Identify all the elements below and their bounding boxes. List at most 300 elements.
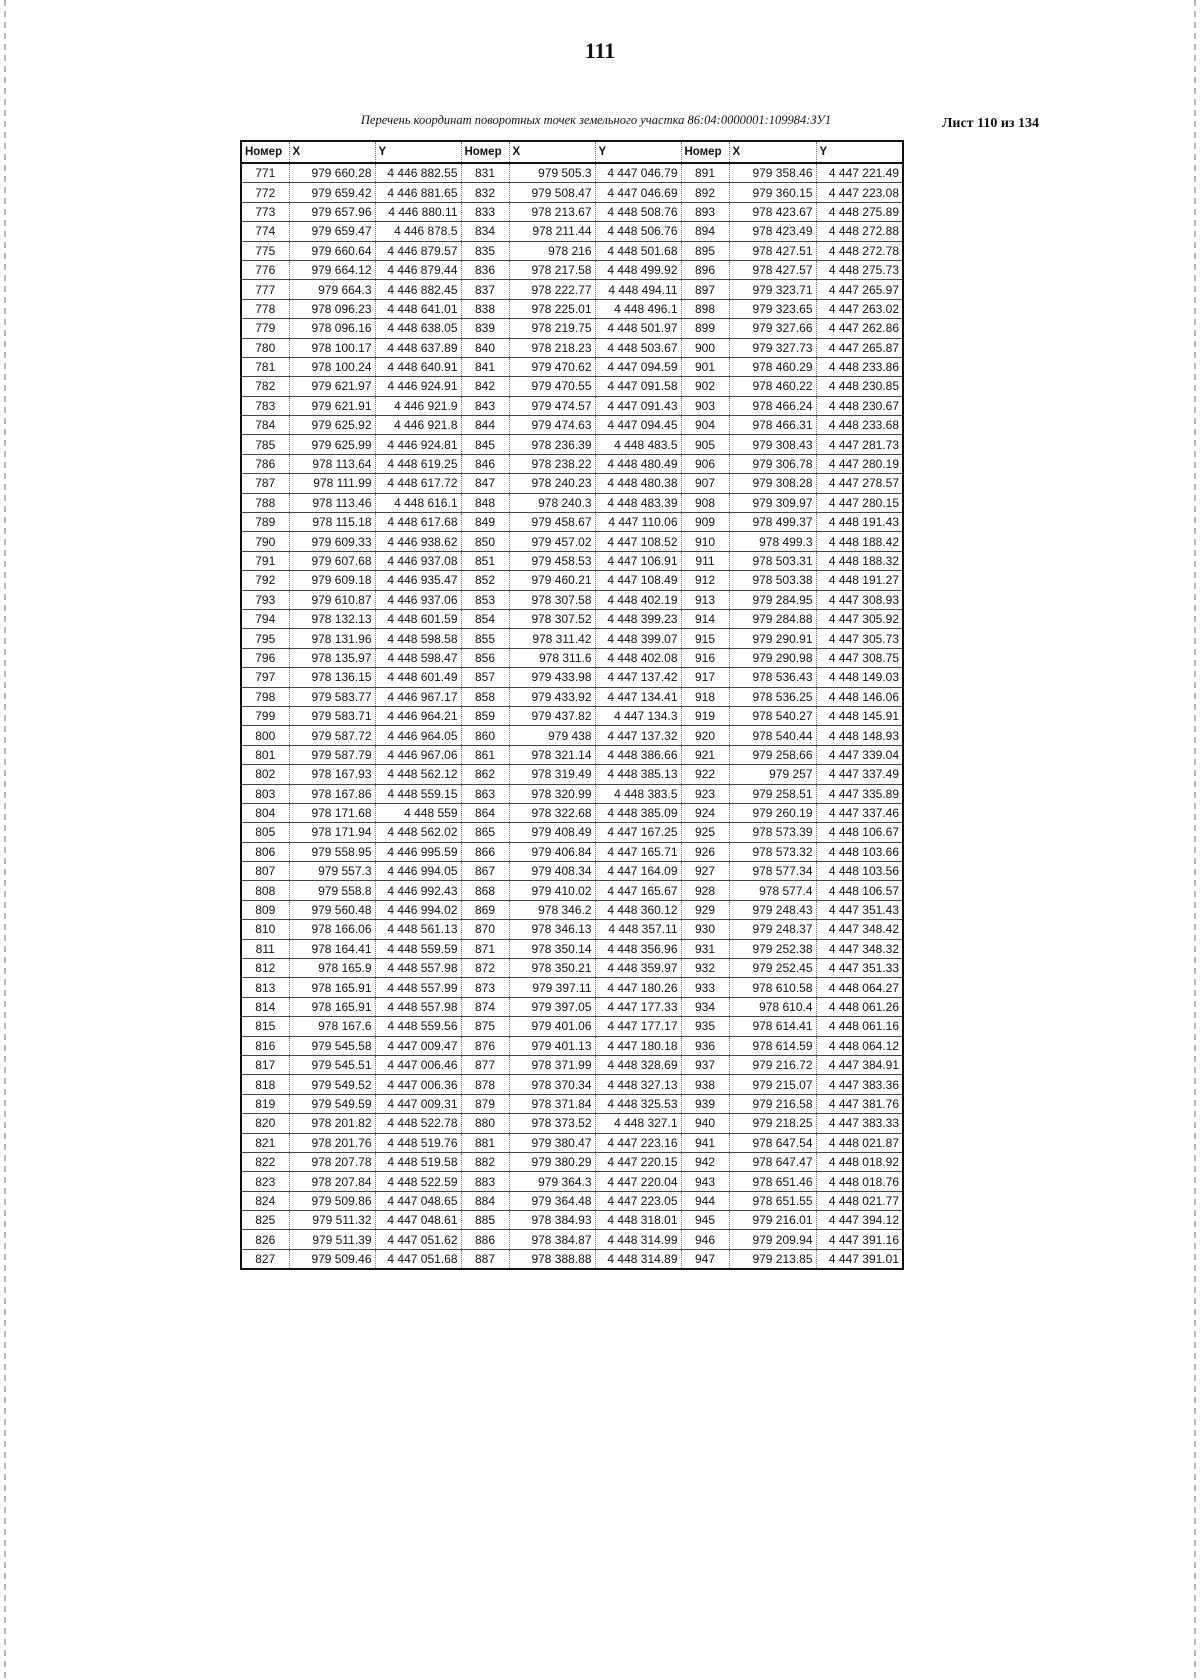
y-coordinate-cell: 4 447 383.33: [816, 1114, 903, 1133]
x-coordinate-cell: 978 321.14: [509, 745, 595, 764]
table-row: [241, 493, 903, 512]
y-coordinate-cell: 4 448 559.59: [375, 939, 461, 958]
point-number-cell: 905: [681, 435, 729, 454]
y-coordinate-cell: 4 447 220.04: [595, 1172, 681, 1191]
y-coordinate-cell: 4 448 522.78: [375, 1114, 461, 1133]
table-row: [241, 784, 903, 803]
x-coordinate-cell: 979 460.21: [509, 571, 595, 590]
y-coordinate-cell: 4 448 519.58: [375, 1152, 461, 1171]
y-coordinate-cell: 4 448 557.98: [375, 959, 461, 978]
point-number-cell: 817: [241, 1055, 289, 1074]
point-number-cell: 793: [241, 590, 289, 609]
y-coordinate-cell: 4 447 348.32: [816, 939, 903, 958]
x-coordinate-cell: 978 384.87: [509, 1230, 595, 1249]
y-coordinate-cell: 4 448 148.93: [816, 726, 903, 745]
y-coordinate-cell: 4 446 879.57: [375, 241, 461, 260]
point-number-cell: 819: [241, 1094, 289, 1113]
y-coordinate-cell: 4 447 391.16: [816, 1230, 903, 1249]
point-number-cell: 843: [461, 396, 509, 415]
point-number-cell: 823: [241, 1172, 289, 1191]
x-coordinate-cell: 978 540.27: [729, 706, 816, 725]
point-number-cell: 840: [461, 338, 509, 357]
y-coordinate-cell: 4 448 385.13: [595, 765, 681, 784]
x-coordinate-cell: 978 167.6: [289, 1017, 375, 1036]
point-number-cell: 943: [681, 1172, 729, 1191]
point-number-cell: 923: [681, 784, 729, 803]
y-coordinate-cell: 4 448 641.01: [375, 299, 461, 318]
x-coordinate-cell: 978 460.29: [729, 357, 816, 376]
x-coordinate-cell: 978 201.82: [289, 1114, 375, 1133]
sheet-label: Лист 110 из 134: [942, 116, 1040, 131]
y-coordinate-cell: 4 448 402.19: [595, 590, 681, 609]
x-coordinate-cell: 978 164.41: [289, 939, 375, 958]
x-coordinate-cell: 979 509.46: [289, 1249, 375, 1269]
x-coordinate-cell: 978 536.43: [729, 668, 816, 687]
point-number-cell: 941: [681, 1133, 729, 1152]
y-coordinate-cell: 4 448 617.72: [375, 474, 461, 493]
x-coordinate-cell: 978 460.22: [729, 377, 816, 396]
point-number-cell: 778: [241, 299, 289, 318]
x-coordinate-cell: 978 222.77: [509, 280, 595, 299]
y-coordinate-cell: 4 448 327.13: [595, 1075, 681, 1094]
x-coordinate-cell: 979 625.99: [289, 435, 375, 454]
y-coordinate-cell: 4 448 638.05: [375, 319, 461, 338]
y-coordinate-cell: 4 448 617.68: [375, 513, 461, 532]
x-coordinate-cell: 979 474.57: [509, 396, 595, 415]
x-coordinate-cell: 978 423.49: [729, 222, 816, 241]
y-coordinate-cell: 4 447 137.42: [595, 668, 681, 687]
point-number-cell: 811: [241, 939, 289, 958]
point-number-cell: 863: [461, 784, 509, 803]
point-number-cell: 886: [461, 1230, 509, 1249]
y-coordinate-cell: 4 448 360.12: [595, 900, 681, 919]
table-row: [241, 823, 903, 842]
table-row: [241, 435, 903, 454]
x-coordinate-cell: 978 651.55: [729, 1191, 816, 1210]
point-number-cell: 844: [461, 416, 509, 435]
y-coordinate-cell: 4 446 937.06: [375, 590, 461, 609]
x-coordinate-cell: 978 346.13: [509, 920, 595, 939]
table-row: [241, 745, 903, 764]
y-coordinate-cell: 4 448 559.15: [375, 784, 461, 803]
x-coordinate-cell: 978 466.31: [729, 416, 816, 435]
point-number-cell: 936: [681, 1036, 729, 1055]
point-number-cell: 911: [681, 551, 729, 570]
y-coordinate-cell: 4 446 881.65: [375, 183, 461, 202]
point-number-cell: 784: [241, 416, 289, 435]
y-coordinate-cell: 4 447 337.49: [816, 765, 903, 784]
point-number-cell: 912: [681, 571, 729, 590]
point-number-cell: 878: [461, 1075, 509, 1094]
x-coordinate-cell: 979 406.84: [509, 842, 595, 861]
table-row: [241, 1230, 903, 1249]
point-number-cell: 820: [241, 1114, 289, 1133]
point-number-cell: 868: [461, 881, 509, 900]
x-coordinate-cell: 979 558.8: [289, 881, 375, 900]
x-coordinate-cell: 979 364.48: [509, 1191, 595, 1210]
point-number-cell: 792: [241, 571, 289, 590]
table-row: [241, 726, 903, 745]
point-number-cell: 808: [241, 881, 289, 900]
point-number-cell: 920: [681, 726, 729, 745]
y-coordinate-cell: 4 448 356.96: [595, 939, 681, 958]
point-number-cell: 869: [461, 900, 509, 919]
table-row: [241, 939, 903, 958]
y-coordinate-cell: 4 447 337.46: [816, 803, 903, 822]
y-coordinate-cell: 4 448 522.59: [375, 1172, 461, 1191]
x-coordinate-cell: 978 319.49: [509, 765, 595, 784]
x-coordinate-cell: 979 290.91: [729, 629, 816, 648]
y-coordinate-cell: 4 448 230.85: [816, 377, 903, 396]
y-coordinate-cell: 4 446 964.21: [375, 706, 461, 725]
point-number-cell: 940: [681, 1114, 729, 1133]
y-coordinate-cell: 4 447 051.62: [375, 1230, 461, 1249]
point-number-cell: 776: [241, 260, 289, 279]
x-coordinate-cell: 979 545.58: [289, 1036, 375, 1055]
point-number-cell: 882: [461, 1152, 509, 1171]
point-number-cell: 856: [461, 648, 509, 667]
header-x-2: X: [509, 141, 595, 163]
x-coordinate-cell: 978 427.51: [729, 241, 816, 260]
x-coordinate-cell: 979 583.71: [289, 706, 375, 725]
y-coordinate-cell: 4 448 562.12: [375, 765, 461, 784]
x-coordinate-cell: 979 248.43: [729, 900, 816, 919]
x-coordinate-cell: 979 625.92: [289, 416, 375, 435]
x-coordinate-cell: 978 225.01: [509, 299, 595, 318]
point-number-cell: 926: [681, 842, 729, 861]
y-coordinate-cell: 4 448 188.32: [816, 551, 903, 570]
table-row: [241, 668, 903, 687]
table-row: [241, 900, 903, 919]
x-coordinate-cell: 978 499.37: [729, 513, 816, 532]
x-coordinate-cell: 978 536.25: [729, 687, 816, 706]
y-coordinate-cell: 4 447 094.45: [595, 416, 681, 435]
y-coordinate-cell: 4 447 383.36: [816, 1075, 903, 1094]
y-coordinate-cell: 4 447 091.58: [595, 377, 681, 396]
table-row: [241, 1036, 903, 1055]
point-number-cell: 804: [241, 803, 289, 822]
y-coordinate-cell: 4 447 134.41: [595, 687, 681, 706]
y-coordinate-cell: 4 448 191.43: [816, 513, 903, 532]
point-number-cell: 893: [681, 202, 729, 221]
x-coordinate-cell: 979 252.45: [729, 959, 816, 978]
point-number-cell: 894: [681, 222, 729, 241]
x-coordinate-cell: 979 433.92: [509, 687, 595, 706]
table-row: [241, 513, 903, 532]
x-coordinate-cell: 979 437.82: [509, 706, 595, 725]
y-coordinate-cell: 4 447 165.67: [595, 881, 681, 900]
x-coordinate-cell: 979 664.12: [289, 260, 375, 279]
x-coordinate-cell: 978 207.84: [289, 1172, 375, 1191]
x-coordinate-cell: 978 370.34: [509, 1075, 595, 1094]
x-coordinate-cell: 979 470.62: [509, 357, 595, 376]
point-number-cell: 833: [461, 202, 509, 221]
point-number-cell: 915: [681, 629, 729, 648]
y-coordinate-cell: 4 448 275.73: [816, 260, 903, 279]
point-number-cell: 826: [241, 1230, 289, 1249]
x-coordinate-cell: 979 438: [509, 726, 595, 745]
y-coordinate-cell: 4 448 501.97: [595, 319, 681, 338]
y-coordinate-cell: 4 448 018.76: [816, 1172, 903, 1191]
point-number-cell: 773: [241, 202, 289, 221]
x-coordinate-cell: 979 587.79: [289, 745, 375, 764]
x-coordinate-cell: 978 113.64: [289, 454, 375, 473]
y-coordinate-cell: 4 447 167.25: [595, 823, 681, 842]
point-number-cell: 790: [241, 532, 289, 551]
x-coordinate-cell: 979 657.96: [289, 202, 375, 221]
y-coordinate-cell: 4 447 381.76: [816, 1094, 903, 1113]
table-row: [241, 1017, 903, 1036]
point-number-cell: 897: [681, 280, 729, 299]
y-coordinate-cell: 4 446 924.81: [375, 435, 461, 454]
point-number-cell: 854: [461, 609, 509, 628]
y-coordinate-cell: 4 446 964.05: [375, 726, 461, 745]
y-coordinate-cell: 4 448 233.86: [816, 357, 903, 376]
x-coordinate-cell: 979 216.01: [729, 1211, 816, 1230]
x-coordinate-cell: 978 350.21: [509, 959, 595, 978]
point-number-cell: 864: [461, 803, 509, 822]
y-coordinate-cell: 4 447 262.86: [816, 319, 903, 338]
x-coordinate-cell: 978 240.23: [509, 474, 595, 493]
x-coordinate-cell: 978 577.4: [729, 881, 816, 900]
x-coordinate-cell: 979 560.48: [289, 900, 375, 919]
table-row: [241, 1249, 903, 1269]
x-coordinate-cell: 978 213.67: [509, 202, 595, 221]
y-coordinate-cell: 4 448 559: [375, 803, 461, 822]
x-coordinate-cell: 979 309.97: [729, 493, 816, 512]
table-row: [241, 1133, 903, 1152]
x-coordinate-cell: 979 218.25: [729, 1114, 816, 1133]
header-y-2: Y: [595, 141, 681, 163]
point-number-cell: 851: [461, 551, 509, 570]
point-number-cell: 910: [681, 532, 729, 551]
x-coordinate-cell: 978 371.99: [509, 1055, 595, 1074]
y-coordinate-cell: 4 448 601.59: [375, 609, 461, 628]
point-number-cell: 871: [461, 939, 509, 958]
y-coordinate-cell: 4 447 335.89: [816, 784, 903, 803]
y-coordinate-cell: 4 447 165.71: [595, 842, 681, 861]
x-coordinate-cell: 979 323.71: [729, 280, 816, 299]
point-number-cell: 845: [461, 435, 509, 454]
x-coordinate-cell: 979 609.33: [289, 532, 375, 551]
x-coordinate-cell: 978 136.15: [289, 668, 375, 687]
point-number-cell: 891: [681, 163, 729, 183]
table-row: [241, 338, 903, 357]
point-number-cell: 796: [241, 648, 289, 667]
x-coordinate-cell: 979 308.43: [729, 435, 816, 454]
y-coordinate-cell: 4 446 935.47: [375, 571, 461, 590]
table-row: [241, 222, 903, 241]
x-coordinate-cell: 978 096.23: [289, 299, 375, 318]
point-number-cell: 813: [241, 978, 289, 997]
y-coordinate-cell: 4 448 145.91: [816, 706, 903, 725]
point-number-cell: 906: [681, 454, 729, 473]
point-number-cell: 782: [241, 377, 289, 396]
point-number-cell: 852: [461, 571, 509, 590]
point-number-cell: 944: [681, 1191, 729, 1210]
x-coordinate-cell: 978 651.46: [729, 1172, 816, 1191]
table-row: [241, 551, 903, 570]
table-row: [241, 842, 903, 861]
table-row: [241, 454, 903, 473]
y-coordinate-cell: 4 447 351.43: [816, 900, 903, 919]
x-coordinate-cell: 978 499.3: [729, 532, 816, 551]
point-number-cell: 841: [461, 357, 509, 376]
table-row: [241, 862, 903, 881]
point-number-cell: 780: [241, 338, 289, 357]
y-coordinate-cell: 4 448 616.1: [375, 493, 461, 512]
table-row: [241, 997, 903, 1016]
x-coordinate-cell: 978 577.34: [729, 862, 816, 881]
x-coordinate-cell: 978 573.39: [729, 823, 816, 842]
point-number-cell: 859: [461, 706, 509, 725]
y-coordinate-cell: 4 446 937.08: [375, 551, 461, 570]
y-coordinate-cell: 4 448 314.99: [595, 1230, 681, 1249]
point-number-cell: 805: [241, 823, 289, 842]
point-number-cell: 907: [681, 474, 729, 493]
x-coordinate-cell: 979 660.28: [289, 163, 375, 183]
point-number-cell: 860: [461, 726, 509, 745]
x-coordinate-cell: 979 397.05: [509, 997, 595, 1016]
x-coordinate-cell: 978 573.32: [729, 842, 816, 861]
x-coordinate-cell: 979 557.3: [289, 862, 375, 881]
point-number-cell: 879: [461, 1094, 509, 1113]
point-number-cell: 865: [461, 823, 509, 842]
x-coordinate-cell: 979 323.65: [729, 299, 816, 318]
table-row: [241, 803, 903, 822]
x-coordinate-cell: 979 470.55: [509, 377, 595, 396]
x-coordinate-cell: 979 257: [729, 765, 816, 784]
x-coordinate-cell: 978 540.44: [729, 726, 816, 745]
point-number-cell: 825: [241, 1211, 289, 1230]
point-number-cell: 933: [681, 978, 729, 997]
y-coordinate-cell: 4 447 110.06: [595, 513, 681, 532]
x-coordinate-cell: 979 664.3: [289, 280, 375, 299]
x-coordinate-cell: 978 371.84: [509, 1094, 595, 1113]
x-coordinate-cell: 978 171.94: [289, 823, 375, 842]
table-row: [241, 881, 903, 900]
y-coordinate-cell: 4 447 278.57: [816, 474, 903, 493]
point-number-cell: 794: [241, 609, 289, 628]
x-coordinate-cell: 978 320.99: [509, 784, 595, 803]
x-coordinate-cell: 978 111.99: [289, 474, 375, 493]
y-coordinate-cell: 4 448 064.27: [816, 978, 903, 997]
table-header-row: [241, 141, 903, 163]
table-row: [241, 648, 903, 667]
x-coordinate-cell: 978 610.4: [729, 997, 816, 1016]
y-coordinate-cell: 4 448 519.76: [375, 1133, 461, 1152]
x-coordinate-cell: 979 216.58: [729, 1094, 816, 1113]
x-coordinate-cell: 979 216.72: [729, 1055, 816, 1074]
point-number-cell: 800: [241, 726, 289, 745]
y-coordinate-cell: 4 447 048.65: [375, 1191, 461, 1210]
point-number-cell: 917: [681, 668, 729, 687]
y-coordinate-cell: 4 447 108.52: [595, 532, 681, 551]
y-coordinate-cell: 4 446 880.11: [375, 202, 461, 221]
y-coordinate-cell: 4 446 882.45: [375, 280, 461, 299]
point-number-cell: 801: [241, 745, 289, 764]
point-number-cell: 798: [241, 687, 289, 706]
y-coordinate-cell: 4 447 391.01: [816, 1249, 903, 1269]
x-coordinate-cell: 978 503.31: [729, 551, 816, 570]
point-number-cell: 885: [461, 1211, 509, 1230]
y-coordinate-cell: 4 448 503.67: [595, 338, 681, 357]
y-coordinate-cell: 4 447 051.68: [375, 1249, 461, 1269]
y-coordinate-cell: 4 446 967.17: [375, 687, 461, 706]
y-coordinate-cell: 4 448 359.97: [595, 959, 681, 978]
x-coordinate-cell: 979 308.28: [729, 474, 816, 493]
x-coordinate-cell: 979 433.98: [509, 668, 595, 687]
x-coordinate-cell: 978 423.67: [729, 202, 816, 221]
y-coordinate-cell: 4 448 483.39: [595, 493, 681, 512]
header-number-2: Номер: [461, 141, 509, 163]
y-coordinate-cell: 4 448 557.99: [375, 978, 461, 997]
x-coordinate-cell: 978 307.58: [509, 590, 595, 609]
x-coordinate-cell: 978 388.88: [509, 1249, 595, 1269]
table-row: [241, 1172, 903, 1191]
table-row: [241, 416, 903, 435]
point-number-cell: 892: [681, 183, 729, 202]
y-coordinate-cell: 4 448 106.57: [816, 881, 903, 900]
point-number-cell: 822: [241, 1152, 289, 1171]
table-row: [241, 765, 903, 784]
table-row: [241, 377, 903, 396]
point-number-cell: 849: [461, 513, 509, 532]
y-coordinate-cell: 4 447 305.73: [816, 629, 903, 648]
point-number-cell: 934: [681, 997, 729, 1016]
point-number-cell: 795: [241, 629, 289, 648]
table-row: [241, 396, 903, 415]
x-coordinate-cell: 978 219.75: [509, 319, 595, 338]
table-row: [241, 280, 903, 299]
y-coordinate-cell: 4 448 562.02: [375, 823, 461, 842]
header-x-1: X: [289, 141, 375, 163]
x-coordinate-cell: 978 503.38: [729, 571, 816, 590]
point-number-cell: 781: [241, 357, 289, 376]
x-coordinate-cell: 979 209.94: [729, 1230, 816, 1249]
x-coordinate-cell: 979 509.86: [289, 1191, 375, 1210]
table-row: [241, 260, 903, 279]
point-number-cell: 918: [681, 687, 729, 706]
point-number-cell: 939: [681, 1094, 729, 1113]
x-coordinate-cell: 978 165.9: [289, 959, 375, 978]
table-row: [241, 590, 903, 609]
point-number-cell: 899: [681, 319, 729, 338]
x-coordinate-cell: 979 380.29: [509, 1152, 595, 1171]
y-coordinate-cell: 4 448 275.89: [816, 202, 903, 221]
y-coordinate-cell: 4 448 619.25: [375, 454, 461, 473]
x-coordinate-cell: 979 587.72: [289, 726, 375, 745]
x-coordinate-cell: 978 614.59: [729, 1036, 816, 1055]
x-coordinate-cell: 979 380.47: [509, 1133, 595, 1152]
table-row: [241, 1055, 903, 1074]
y-coordinate-cell: 4 446 879.44: [375, 260, 461, 279]
y-coordinate-cell: 4 448 064.12: [816, 1036, 903, 1055]
x-coordinate-cell: 978 165.91: [289, 978, 375, 997]
y-coordinate-cell: 4 448 640.91: [375, 357, 461, 376]
x-coordinate-cell: 979 659.42: [289, 183, 375, 202]
y-coordinate-cell: 4 447 223.16: [595, 1133, 681, 1152]
x-coordinate-cell: 979 327.66: [729, 319, 816, 338]
x-coordinate-cell: 978 131.96: [289, 629, 375, 648]
table-row: [241, 609, 903, 628]
x-coordinate-cell: 979 609.18: [289, 571, 375, 590]
x-coordinate-cell: 978 201.76: [289, 1133, 375, 1152]
x-coordinate-cell: 979 607.68: [289, 551, 375, 570]
y-coordinate-cell: 4 447 263.02: [816, 299, 903, 318]
point-number-cell: 812: [241, 959, 289, 978]
y-coordinate-cell: 4 448 061.26: [816, 997, 903, 1016]
